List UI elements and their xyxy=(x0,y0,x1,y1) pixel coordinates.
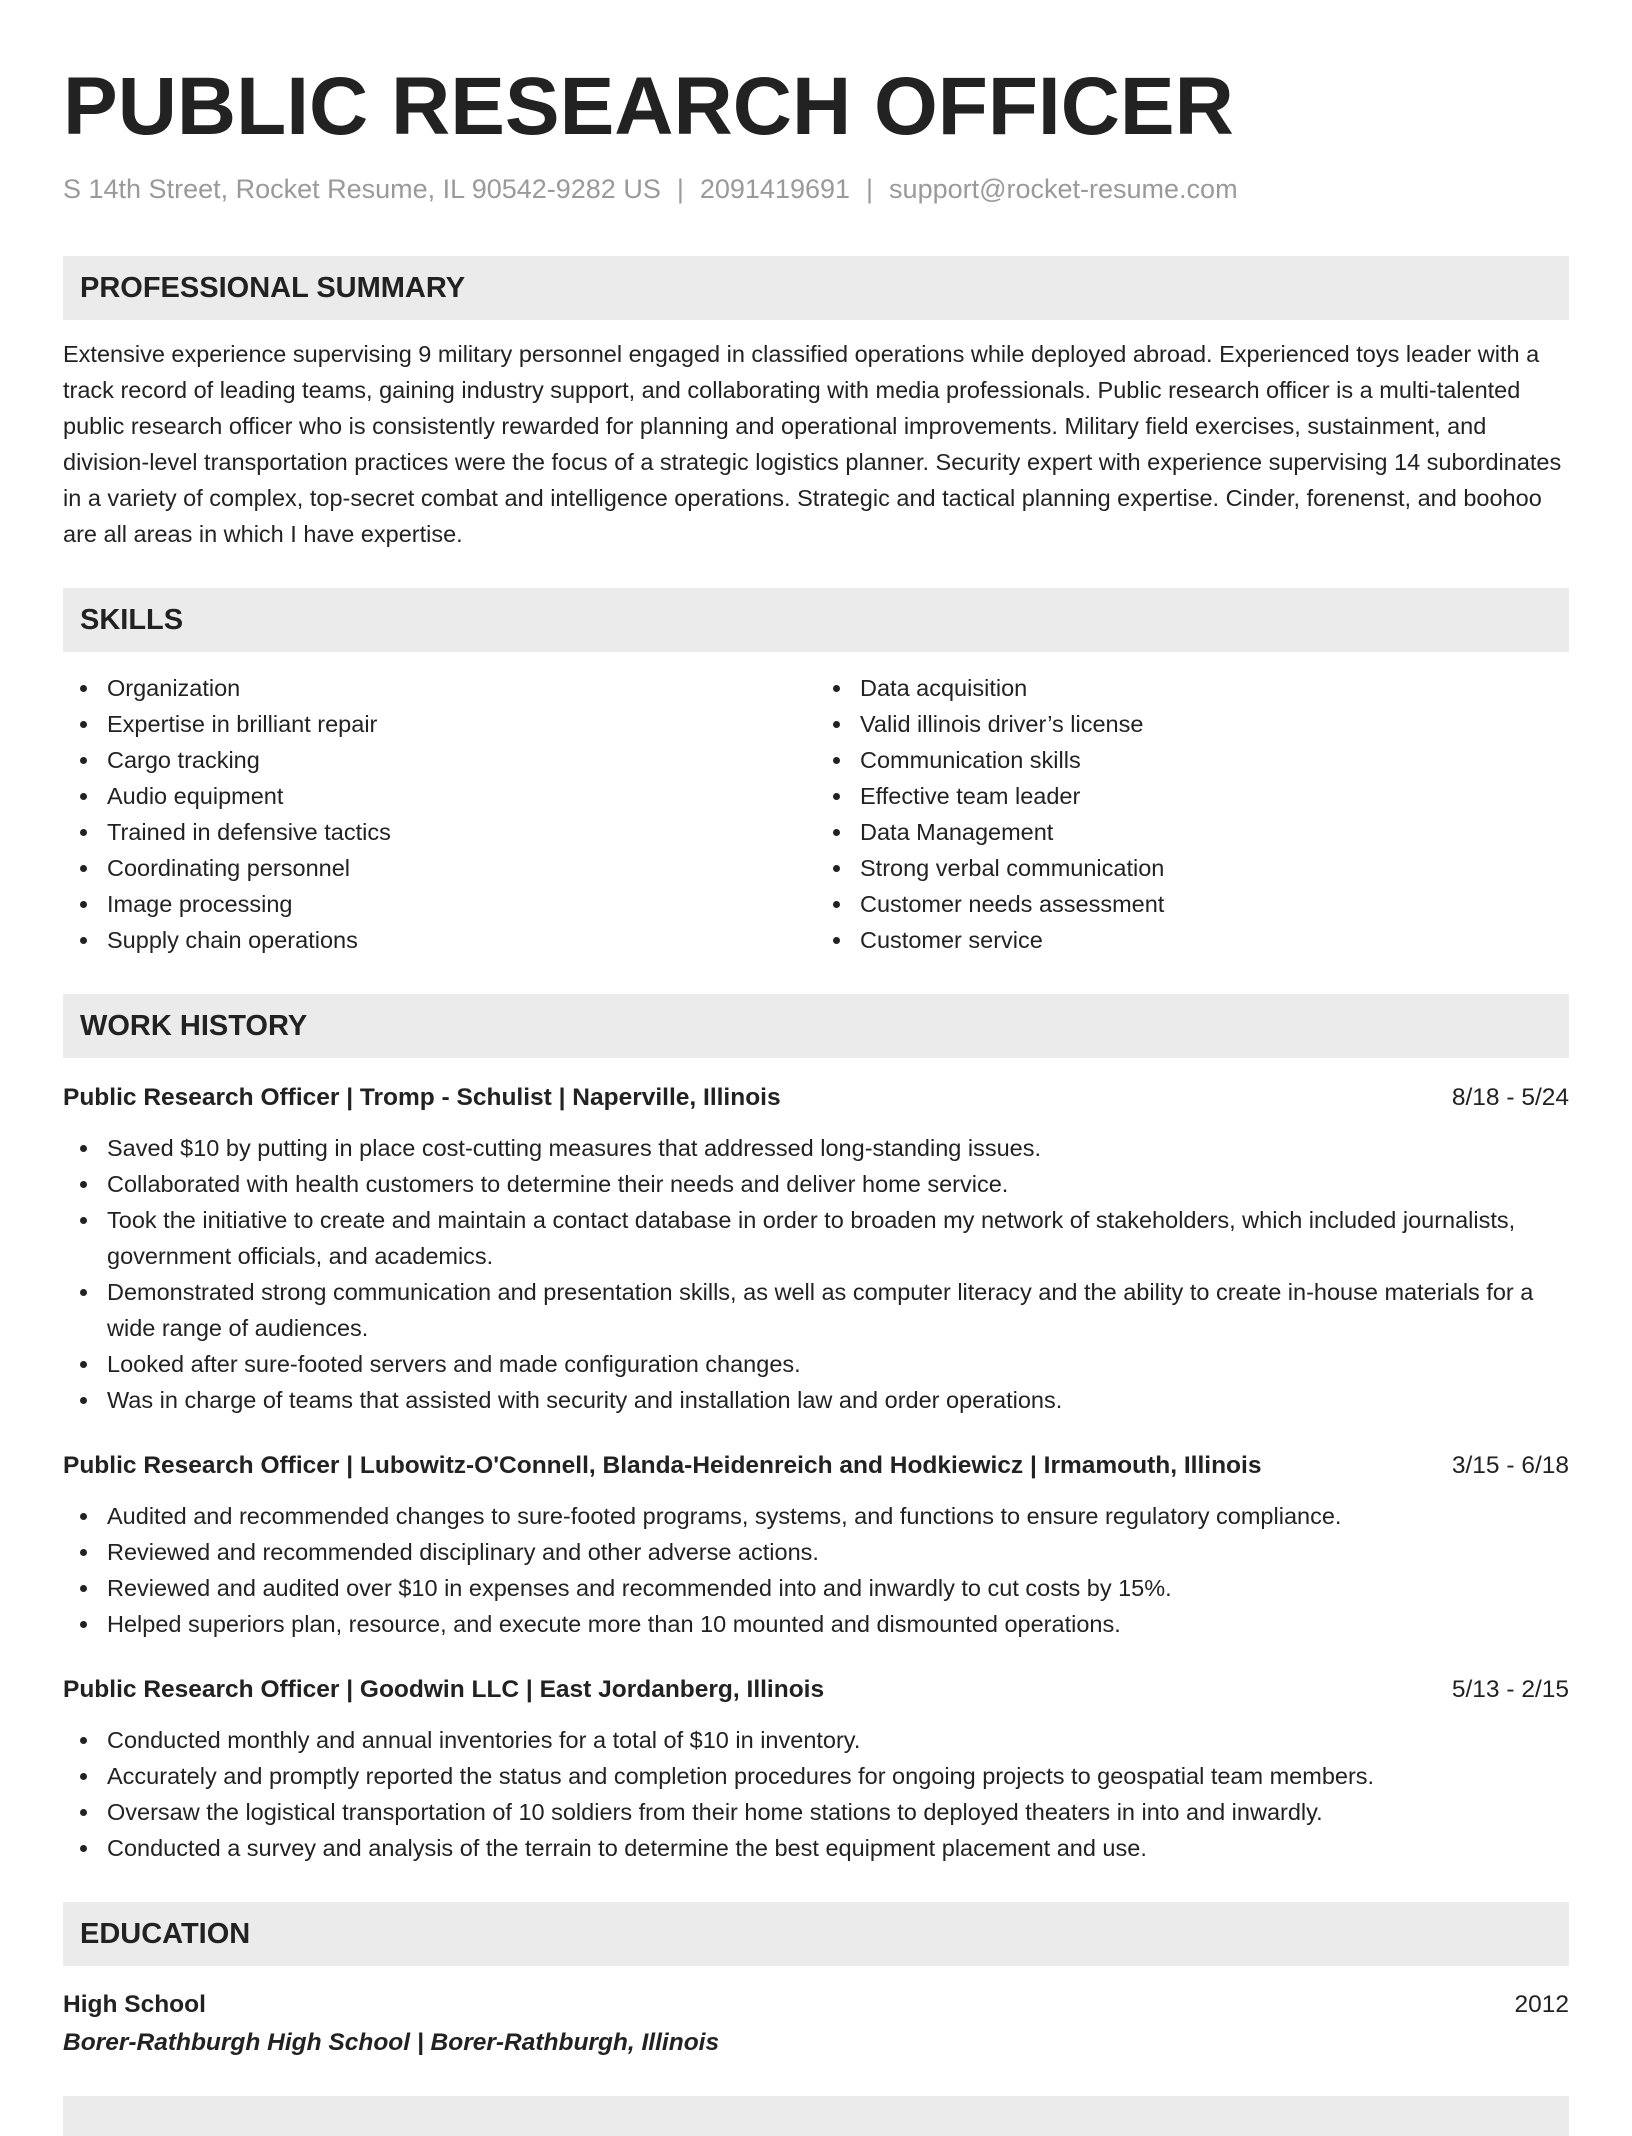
education-degree: High School xyxy=(63,1991,206,2018)
education-header xyxy=(63,1986,1569,2024)
job-bullet: Demonstrated strong communication and presentation skills, as well as computer literacy and the ability to create in-house materials for a wide range of audiences. xyxy=(63,1274,1569,1346)
section-header-summary: PROFESSIONAL SUMMARY xyxy=(63,256,1569,320)
education-entry xyxy=(63,1986,1569,2062)
candidate-name: PUBLIC RESEARCH OFFICER xyxy=(63,61,1234,152)
contact-separator: | xyxy=(676,174,684,204)
job-bullet: Reviewed and audited over $10 in expenses and recommended into and inwardly to cut costs by 15%. xyxy=(63,1570,1569,1606)
job-bullet: Collaborated with health customers to determine their needs and deliver home service. xyxy=(63,1166,1569,1202)
skill-item: Organization xyxy=(63,670,816,706)
skill-item: Customer service xyxy=(816,922,1569,958)
contact-line xyxy=(63,172,1569,206)
section-header-work-history: WORK HISTORY xyxy=(63,994,1569,1058)
skill-item: Image processing xyxy=(63,886,816,922)
skill-item: Strong verbal communication xyxy=(816,850,1569,886)
education-school: Borer-Rathburgh High School | Borer-Rathburgh, Illinois xyxy=(63,2029,720,2056)
job-entry xyxy=(63,1080,1569,1418)
job-header xyxy=(63,1080,1569,1116)
contact-address: S 14th Street, Rocket Resume, IL 90542-9282 US xyxy=(63,174,661,204)
job-dates: 3/15 - 6/18 xyxy=(1451,1452,1569,1479)
job-bullet: Accurately and promptly reported the status and completion procedures for ongoing projects to geospatial team members. xyxy=(63,1758,1569,1794)
summary-text: Extensive experience supervising 9 military personnel engaged in classified operations while deployed abroad. Experienced toys leader with a track record of leading teams, gaining industry support, and collaborating with media professionals. Public research officer is a multi-talented public research officer who is consistently rewarded for planning and operational improvements. Military field exercises, sustainment, and division-level transportation practices were the focus of a strategic logistics planner. Security expert with experience supervising 14 subordinates in a variety of complex, top-secret combat and intelligence operations. Strategic and tactical planning expertise. Cinder, forenenst, and boohoo are all areas in which I have expertise. xyxy=(63,341,1562,547)
contact-phone: 2091419691 xyxy=(699,174,851,204)
skills-list xyxy=(63,670,1569,958)
job-bullet: Saved $10 by putting in place cost-cutting measures that addressed long-standing issues. xyxy=(63,1130,1569,1166)
skill-item: Data Management xyxy=(816,814,1569,850)
contact-email: support@rocket-resume.com xyxy=(889,174,1238,204)
job-bullet: Looked after sure-footed servers and made configuration changes. xyxy=(63,1346,1569,1382)
job-bullet: Reviewed and recommended disciplinary and other adverse actions. xyxy=(63,1534,1569,1570)
skill-item: Expertise in brilliant repair xyxy=(63,706,816,742)
section-header-skills: SKILLS xyxy=(63,588,1569,652)
skills-column-left xyxy=(63,670,816,958)
skill-item: Customer needs assessment xyxy=(816,886,1569,922)
contact-separator: | xyxy=(866,174,874,204)
job-title: Public Research Officer | Tromp - Schulist | Naperville, Illinois xyxy=(63,1084,781,1111)
job-bullet: Took the initiative to create and maintain a contact database in order to broaden my network of stakeholders, which included journalists, government officials, and academics. xyxy=(63,1202,1569,1274)
section-header-education: EDUCATION xyxy=(63,1902,1569,1966)
job-bullets xyxy=(63,1498,1569,1642)
skill-item: Effective team leader xyxy=(816,778,1569,814)
skills-column-right xyxy=(816,670,1569,958)
job-entry xyxy=(63,1672,1569,1866)
job-dates: 5/13 - 2/15 xyxy=(1451,1676,1569,1703)
job-bullets xyxy=(63,1130,1569,1418)
education-year: 2012 xyxy=(1514,1991,1569,2018)
skill-item: Valid illinois driver’s license xyxy=(816,706,1569,742)
job-bullet: Helped superiors plan, resource, and execute more than 10 mounted and dismounted operations. xyxy=(63,1606,1569,1642)
job-bullets xyxy=(63,1722,1569,1866)
job-bullet: Was in charge of teams that assisted with security and installation law and order operations. xyxy=(63,1382,1569,1418)
skill-item: Cargo tracking xyxy=(63,742,816,778)
skill-item: Audio equipment xyxy=(63,778,816,814)
next-section-header-band xyxy=(63,2096,1569,2136)
job-title: Public Research Officer | Goodwin LLC | East Jordanberg, Illinois xyxy=(63,1676,825,1703)
job-bullet: Oversaw the logistical transportation of 10 soldiers from their home stations to deployed theaters in into and inwardly. xyxy=(63,1794,1569,1830)
job-header xyxy=(63,1672,1569,1708)
skill-item: Supply chain operations xyxy=(63,922,816,958)
skill-item: Communication skills xyxy=(816,742,1569,778)
job-header xyxy=(63,1448,1569,1484)
job-bullet: Conducted a survey and analysis of the terrain to determine the best equipment placement and use. xyxy=(63,1830,1569,1866)
job-entry xyxy=(63,1448,1569,1642)
job-dates: 8/18 - 5/24 xyxy=(1451,1084,1569,1111)
skill-item: Data acquisition xyxy=(816,670,1569,706)
job-bullet: Audited and recommended changes to sure-footed programs, systems, and functions to ensure regulatory compliance. xyxy=(63,1498,1569,1534)
skill-item: Trained in defensive tactics xyxy=(63,814,816,850)
job-title: Public Research Officer | Lubowitz-O'Connell, Blanda-Heidenreich and Hodkiewicz | Irmamouth, Illinois xyxy=(63,1452,1262,1479)
skill-item: Coordinating personnel xyxy=(63,850,816,886)
job-bullet: Conducted monthly and annual inventories for a total of $10 in inventory. xyxy=(63,1722,1569,1758)
